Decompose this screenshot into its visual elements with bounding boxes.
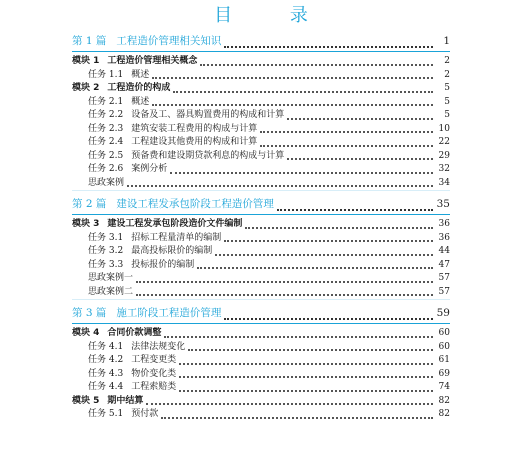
dot-leader	[188, 348, 433, 351]
toc-entry-number: 任务 3.3	[88, 259, 124, 270]
toc-task-entry[interactable]	[72, 259, 450, 273]
toc-entry-page-number: 44	[438, 246, 450, 256]
toc-entry-page-number: 10	[438, 123, 450, 134]
toc-entry-page-number: 57	[438, 273, 450, 283]
toc-case-entry[interactable]	[72, 272, 450, 286]
toc-entry-page-number: 82	[438, 395, 450, 406]
toc-entry-label: 预备费和建设期贷款利息的构成与计算	[131, 150, 285, 161]
toc-entry-heading	[88, 109, 284, 123]
toc-entry-label: 建筑安装工程费用的构成与计算	[131, 123, 258, 134]
toc-entry-page-number: 5	[444, 110, 450, 120]
toc-entry-page-number: 69	[438, 368, 450, 379]
dot-leader	[179, 362, 433, 365]
toc-entry-label: 投标报价的编制	[131, 259, 195, 270]
toc-entry-heading	[72, 218, 242, 232]
toc-entry-heading	[88, 163, 167, 177]
toc-task-entry[interactable]	[72, 163, 450, 177]
toc-entry-page-number: 22	[438, 137, 450, 147]
toc-entry-page-number: 36	[438, 219, 450, 229]
toc-part-entry[interactable]	[72, 303, 450, 323]
dot-leader	[224, 45, 433, 48]
toc-module-entry[interactable]	[72, 55, 450, 69]
toc-entry-page-number: 2	[444, 56, 450, 66]
dot-leader	[146, 402, 433, 405]
toc-entry-heading	[72, 194, 274, 214]
toc-task-entry[interactable]	[72, 96, 450, 110]
toc-entry-heading	[88, 341, 185, 355]
dot-leader	[136, 280, 433, 283]
toc-part-entry[interactable]	[72, 31, 450, 51]
toc-entry-page-number: 32	[438, 164, 450, 174]
dot-leader	[179, 389, 433, 392]
toc-task-entry[interactable]	[72, 69, 450, 83]
dot-leader	[215, 253, 433, 256]
toc-task-entry[interactable]	[72, 123, 450, 137]
toc-title: 目 录	[214, 5, 334, 26]
toc-entry-number: 任务 4.4	[88, 382, 124, 392]
toc-entry-page-number: 5	[444, 83, 450, 93]
toc-module-entry[interactable]	[72, 327, 450, 341]
dot-leader	[200, 63, 433, 66]
toc-entry-label: 工程索赔类	[131, 382, 177, 392]
toc-case-entry[interactable]	[72, 286, 450, 300]
toc-entry-number: 第 1 篇	[72, 35, 107, 47]
toc-task-entry[interactable]	[72, 408, 450, 422]
toc-entry-number: 任务 2.3	[88, 123, 124, 134]
toc-entry-heading	[88, 286, 133, 300]
dot-leader	[127, 184, 433, 187]
toc-task-entry[interactable]	[72, 109, 450, 123]
toc-entry-number: 第 2 篇	[72, 198, 107, 210]
toc-entry-heading	[88, 232, 221, 246]
toc-case-entry[interactable]	[72, 177, 450, 191]
toc-entry-heading	[72, 82, 170, 96]
dot-leader	[173, 90, 433, 93]
toc-entry-label: 最高投标限价的编制	[131, 246, 213, 256]
toc-list	[72, 31, 450, 422]
toc-entry-label: 工程造价管理相关知识	[116, 35, 222, 47]
toc-entry-label: 法律法规变化	[131, 341, 186, 352]
toc-entry-heading	[88, 123, 257, 137]
toc-entry-heading	[88, 136, 257, 150]
toc-entry-page-number: 59	[436, 307, 450, 319]
toc-entry-page-number: 2	[444, 69, 450, 80]
toc-entry-heading	[72, 31, 221, 51]
toc-entry-label: 思政案例二	[88, 286, 134, 297]
toc-entry-heading	[88, 150, 284, 164]
dot-leader	[136, 293, 433, 296]
dot-leader	[260, 144, 433, 147]
toc-entry-number: 任务 2.5	[88, 150, 124, 161]
toc-entry-label: 期中结算	[107, 395, 144, 406]
toc-entry-number: 任务 3.2	[88, 246, 124, 256]
dot-leader	[179, 375, 433, 378]
toc-task-entry[interactable]	[72, 136, 450, 150]
toc-entry-heading	[88, 177, 124, 191]
dot-leader	[170, 171, 433, 174]
dot-leader	[224, 239, 433, 242]
toc-entry-label: 物价变化类	[131, 368, 177, 379]
toc-entry-heading	[88, 381, 176, 395]
toc-entry-label: 案例分析	[131, 164, 168, 174]
toc-entry-label: 思政案例一	[88, 273, 134, 283]
toc-entry-label: 工程造价的构成	[107, 83, 171, 93]
dot-leader	[287, 117, 433, 120]
dot-leader	[245, 226, 433, 229]
toc-entry-number: 任务 2.4	[88, 137, 124, 147]
toc-entry-heading	[88, 245, 212, 259]
toc-entry-page-number: 57	[438, 286, 450, 297]
toc-entry-page-number: 61	[438, 355, 450, 365]
dot-leader	[152, 103, 433, 106]
toc-task-entry[interactable]	[72, 354, 450, 368]
toc-entry-page-number: 82	[438, 409, 450, 419]
toc-entry-number: 模块 3	[72, 219, 100, 229]
toc-entry-label: 概述	[131, 69, 150, 80]
toc-entry-number: 模块 5	[72, 395, 100, 406]
toc-entry-label: 工程建设其他费用的构成和计算	[131, 137, 258, 147]
toc-entry-number: 任务 4.1	[88, 341, 124, 352]
toc-entry-number: 任务 2.2	[88, 110, 124, 120]
toc-entry-number: 任务 1.1	[88, 69, 124, 80]
dot-leader	[260, 130, 433, 133]
dot-leader	[152, 76, 433, 79]
section-end-divider	[72, 299, 450, 300]
toc-entry-page-number: 1	[443, 35, 450, 47]
toc-entry-label: 施工阶段工程造价管理	[116, 307, 222, 319]
toc-entry-number: 模块 4	[72, 328, 100, 338]
toc-entry-number: 任务 2.6	[88, 164, 124, 174]
section-end-divider	[72, 190, 450, 191]
toc-entry-heading	[88, 259, 194, 273]
dot-leader	[197, 266, 433, 269]
toc-part-entry[interactable]	[72, 194, 450, 214]
toc-entry-label: 预付款	[131, 409, 159, 419]
toc-entry-heading	[72, 303, 221, 323]
toc-entry-number: 任务 4.3	[88, 368, 124, 379]
toc-module-entry[interactable]	[72, 218, 450, 232]
toc-entry-heading	[72, 395, 143, 409]
toc-entry-page-number: 29	[438, 150, 450, 161]
toc-entry-label: 合同价款调整	[107, 328, 162, 338]
toc-entry-label: 招标工程量清单的编制	[131, 232, 222, 243]
toc-task-entry[interactable]	[72, 341, 450, 355]
toc-task-entry[interactable]	[72, 368, 450, 382]
dot-leader	[224, 317, 433, 320]
toc-entry-page-number: 47	[438, 259, 450, 270]
toc-entry-page-number: 34	[438, 177, 450, 188]
toc-module-entry[interactable]	[72, 395, 450, 409]
toc-entry-label: 工程造价管理相关概念	[107, 56, 198, 66]
toc-task-entry[interactable]	[72, 150, 450, 164]
toc-entry-number: 模块 1	[72, 56, 100, 66]
toc-task-entry[interactable]	[72, 381, 450, 395]
dot-leader	[161, 416, 433, 419]
toc-entry-heading	[72, 327, 161, 341]
toc-entry-page-number: 74	[438, 382, 450, 392]
toc-entry-page-number: 36	[438, 232, 450, 243]
toc-entry-heading	[88, 96, 149, 110]
toc-entry-number: 模块 2	[72, 83, 100, 93]
toc-entry-page-number: 60	[438, 328, 450, 338]
toc-entry-label: 设备及工、器具购置费用的构成和计算	[131, 110, 285, 120]
toc-entry-number: 任务 4.2	[88, 355, 124, 365]
toc-entry-heading	[88, 368, 176, 382]
toc-entry-number: 任务 3.1	[88, 232, 124, 243]
toc-page	[72, 0, 450, 453]
toc-entry-number: 任务 2.1	[88, 96, 124, 107]
toc-entry-page-number: 5	[444, 96, 450, 107]
toc-entry-label: 工程变更类	[131, 355, 177, 365]
toc-task-entry[interactable]	[72, 245, 450, 259]
toc-entry-heading	[88, 272, 133, 286]
toc-entry-page-number: 60	[438, 341, 450, 352]
toc-entry-heading	[72, 55, 197, 69]
toc-entry-heading	[88, 69, 149, 83]
toc-entry-page-number: 35	[436, 198, 450, 210]
dot-leader	[164, 335, 433, 338]
toc-task-entry[interactable]	[72, 232, 450, 246]
toc-entry-heading	[88, 408, 158, 422]
toc-entry-heading	[88, 354, 176, 368]
toc-entry-label: 思政案例	[88, 177, 125, 188]
toc-entry-label: 概述	[131, 96, 150, 107]
dot-leader	[287, 157, 433, 160]
toc-module-entry[interactable]	[72, 82, 450, 96]
toc-entry-label: 建设工程发承包阶段工程造价管理	[116, 198, 274, 210]
toc-entry-number: 任务 5.1	[88, 409, 124, 419]
toc-entry-label: 建设工程发承包阶段造价文件编制	[107, 219, 243, 229]
dot-leader	[277, 208, 433, 211]
toc-entry-number: 第 3 篇	[72, 307, 107, 319]
